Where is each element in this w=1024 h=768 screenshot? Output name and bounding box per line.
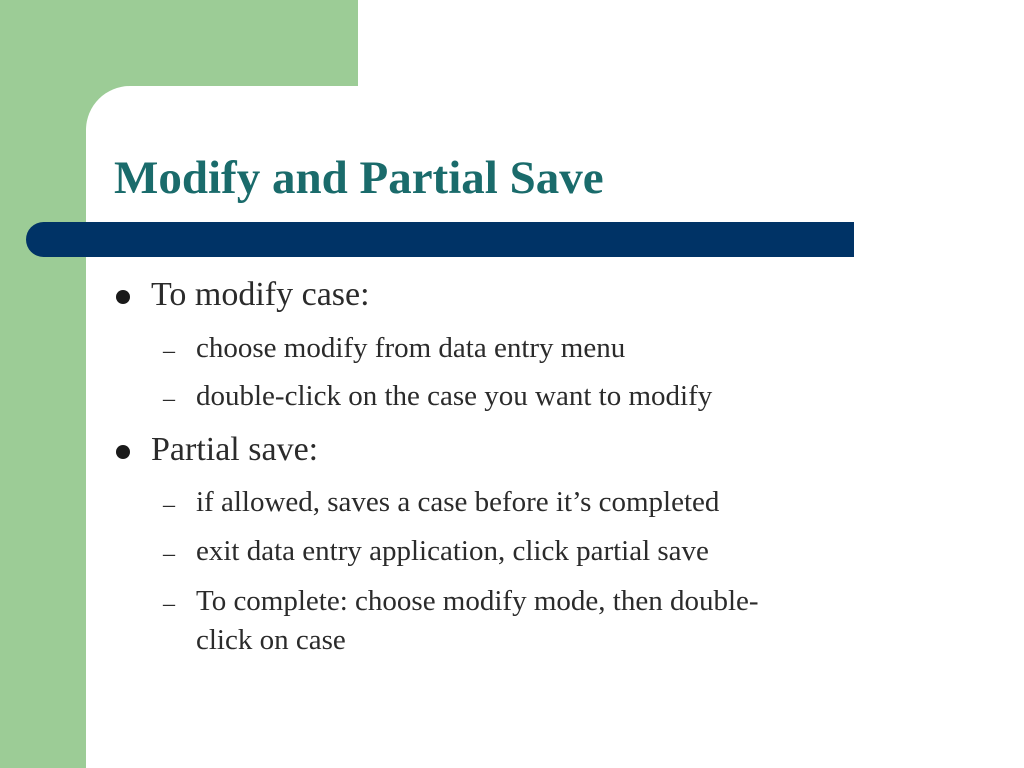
- slide-title: Modify and Partial Save: [114, 152, 604, 204]
- bullet-heading-partial-save: Partial save:: [151, 431, 319, 468]
- sub-bullet-text: double-click on the case you want to modify: [196, 380, 713, 412]
- bullet-heading-modify: To modify case:: [151, 276, 370, 313]
- bullet-icon: [116, 290, 130, 304]
- dash-icon: –: [163, 386, 175, 412]
- dash-icon: –: [163, 492, 175, 518]
- bullet-icon: [116, 445, 130, 459]
- sub-bullet-text: choose modify from data entry menu: [196, 332, 626, 364]
- dash-icon: –: [163, 541, 175, 567]
- dash-icon: –: [163, 591, 175, 617]
- sub-bullet-text: To complete: choose modify mode, then double-: [196, 585, 759, 617]
- sub-bullet-text-continuation: click on case: [196, 624, 346, 656]
- sub-bullet-text: if allowed, saves a case before it’s completed: [196, 486, 720, 518]
- sub-bullet-text: exit data entry application, click partial save: [196, 535, 709, 567]
- dash-icon: –: [163, 338, 175, 364]
